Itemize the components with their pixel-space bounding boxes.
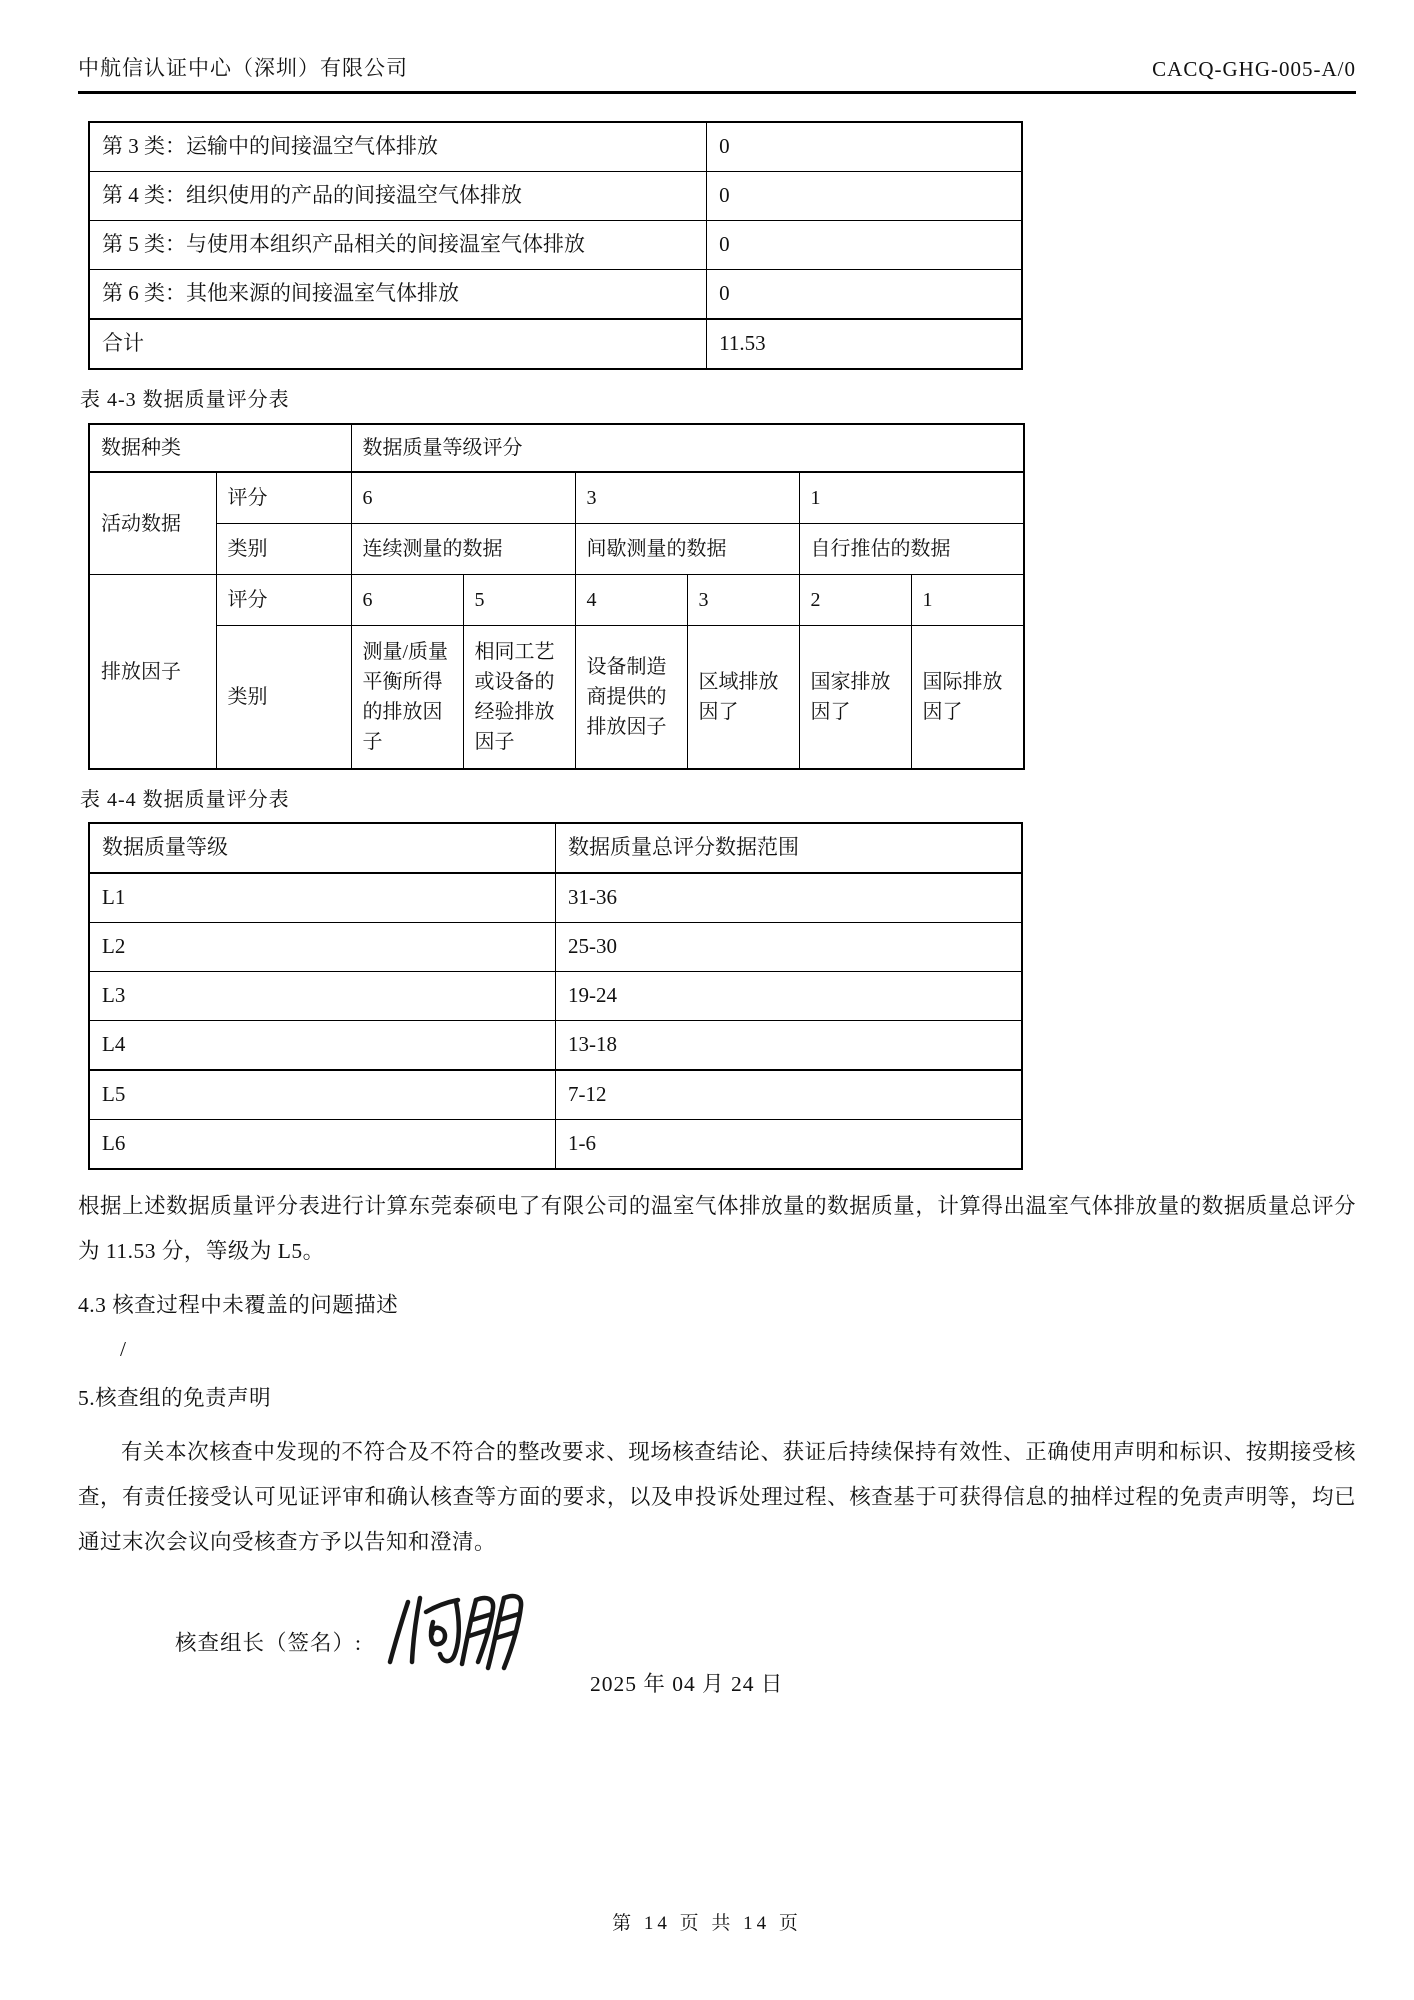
score-label-cell: 评分 [216, 472, 351, 524]
table-header-row [89, 424, 1024, 472]
emission-value-cell: 0 [707, 270, 1022, 320]
table-row [89, 221, 1022, 270]
table-row [89, 1120, 1022, 1170]
score-cell: 3 [687, 575, 799, 626]
table-row [89, 122, 1022, 172]
table-row-total [89, 319, 1022, 369]
section-4-3-content: / [120, 1337, 126, 1361]
grade-header-cell: 数据质量等级 [89, 823, 556, 873]
grade-cell: L3 [89, 972, 556, 1021]
category-cell: 国家排放因了 [799, 626, 911, 770]
activity-data-category-row [89, 524, 1024, 575]
header-quality-score-cell: 数据质量等级评分 [351, 424, 1024, 472]
activity-data-score-row [89, 472, 1024, 524]
table-4-4-caption: 表 4-4 数据质量评分表 [80, 789, 290, 811]
grade-cell: L2 [89, 923, 556, 972]
range-cell: 13-18 [556, 1021, 1023, 1071]
category-cell: 间歇测量的数据 [575, 524, 799, 575]
category-cell: 相同工艺或设备的经验排放因子 [463, 626, 575, 770]
activity-data-label-cell: 活动数据 [89, 472, 216, 575]
table-row [89, 923, 1022, 972]
page-header [78, 52, 1356, 94]
emission-value-cell: 0 [707, 221, 1022, 270]
result-paragraph: 根据上述数据质量评分表进行计算东莞泰硕电了有限公司的温室气体排放量的数据质量，计算得出温室气体排放量的数据质量总评分为 11.53 分，等级为 L5。 [78, 1194, 1356, 1263]
range-cell: 7-12 [556, 1070, 1023, 1120]
category-cell: 设备制造商提供的排放因子 [575, 626, 687, 770]
emission-category-cell: 第 3 类：运输中的间接温空气体排放 [89, 122, 707, 172]
grade-cell: L1 [89, 873, 556, 923]
table-row [89, 1070, 1022, 1120]
category-cell: 区域排放因了 [687, 626, 799, 770]
range-header-cell: 数据质量总评分数据范围 [556, 823, 1023, 873]
table-row [89, 873, 1022, 923]
header-data-kind-cell: 数据种类 [89, 424, 351, 472]
score-cell: 6 [351, 472, 575, 524]
emissions-summary-table [88, 121, 1023, 370]
table-row [89, 172, 1022, 221]
signature-date: 2025 年 04 月 24 日 [590, 1672, 784, 1696]
section-5-heading: 5.核查组的免责声明 [78, 1386, 272, 1410]
category-cell: 连续测量的数据 [351, 524, 575, 575]
score-cell: 1 [799, 472, 1024, 524]
range-cell: 19-24 [556, 972, 1023, 1021]
grade-cell: L6 [89, 1120, 556, 1170]
header-doc-code: CACQ-GHG-005-A/0 [1152, 57, 1356, 81]
table-4-3-caption: 表 4-3 数据质量评分表 [80, 389, 290, 411]
emission-category-cell: 第 4 类：组织使用的产品的间接温空气体排放 [89, 172, 707, 221]
score-cell: 4 [575, 575, 687, 626]
category-label-cell: 类别 [216, 626, 351, 770]
category-cell: 国际排放因了 [911, 626, 1024, 770]
category-label-cell: 类别 [216, 524, 351, 575]
score-cell: 5 [463, 575, 575, 626]
data-quality-scoring-table [88, 423, 1025, 770]
score-cell: 3 [575, 472, 799, 524]
section-4-3-heading: 4.3 核查过程中未覆盖的问题描述 [78, 1293, 399, 1317]
header-company: 中航信认证中心（深圳）有限公司 [78, 56, 408, 80]
table-row [89, 972, 1022, 1021]
range-cell: 31-36 [556, 873, 1023, 923]
disclaimer-paragraph: 有关本次核查中发现的不符合及不符合的整改要求、现场核查结论、获证后持续保持有效性、正确使用声明和标识、按期接受核查，有责任接受认可见证评审和确认核查等方面的要求，以及申投诉处理过程、核查基于可获得信息的抽样过程的免责声明等，均已通过末次会议向受核查方予以告知和澄清。 [78, 1440, 1356, 1554]
emission-factor-label-cell: 排放因子 [89, 575, 216, 770]
category-cell: 自行推估的数据 [799, 524, 1024, 575]
emission-category-cell: 第 5 类：与使用本组织产品相关的间接温室气体排放 [89, 221, 707, 270]
range-cell: 1-6 [556, 1120, 1023, 1170]
grade-cell: L5 [89, 1070, 556, 1120]
score-cell: 6 [351, 575, 463, 626]
table-row [89, 1021, 1022, 1071]
emission-factor-category-row [89, 626, 1024, 770]
data-quality-grade-table [88, 822, 1023, 1170]
emission-factor-score-row [89, 575, 1024, 626]
grade-cell: L4 [89, 1021, 556, 1071]
category-cell: 测量/质量平衡所得的排放因子 [351, 626, 463, 770]
table-header-row [89, 823, 1022, 873]
emission-total-label-cell: 合计 [89, 319, 707, 369]
score-label-cell: 评分 [216, 575, 351, 626]
emission-value-cell: 0 [707, 172, 1022, 221]
signature-handwriting [380, 1586, 530, 1676]
emission-total-value-cell: 11.53 [707, 319, 1022, 369]
range-cell: 25-30 [556, 923, 1023, 972]
page-number: 第 14 页 共 14 页 [612, 1913, 802, 1934]
emission-value-cell: 0 [707, 122, 1022, 172]
score-cell: 2 [799, 575, 911, 626]
signature-label: 核查组长（签名）: [175, 1630, 362, 1655]
emission-category-cell: 第 6 类：其他来源的间接温室气体排放 [89, 270, 707, 320]
table-row [89, 270, 1022, 320]
score-cell: 1 [911, 575, 1024, 626]
